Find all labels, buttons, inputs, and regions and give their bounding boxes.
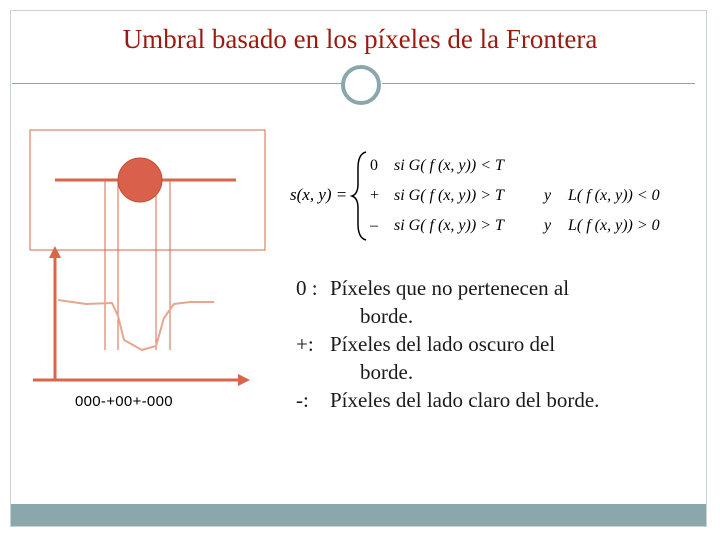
x-axis-arrow-icon xyxy=(238,374,250,386)
case-value: 0 xyxy=(370,157,378,174)
case-extra: L( f (x, y)) < 0 xyxy=(568,187,660,204)
legend-text xyxy=(328,274,706,330)
legend-item xyxy=(296,386,706,414)
case-condition: si G( f (x, y)) < T xyxy=(394,157,504,174)
formula-brace xyxy=(352,152,366,240)
legend-text-line: Píxeles del lado claro del borde. xyxy=(330,388,600,412)
ring-ornament-icon xyxy=(341,65,381,105)
legend-symbol: +: xyxy=(296,332,314,356)
case-value: + xyxy=(370,187,380,204)
slide-title: Umbral basado en los píxeles de la Frontera xyxy=(122,24,598,54)
case-value: – xyxy=(370,217,378,234)
legend-text-line: borde. xyxy=(360,304,414,328)
legend-item xyxy=(296,274,706,330)
legend-symbol: 0 : xyxy=(296,276,318,300)
case-connector: y xyxy=(544,217,552,234)
case-condition: si G( f (x, y)) > T xyxy=(394,217,504,234)
case-condition: si G( f (x, y)) > T xyxy=(394,187,504,204)
threshold-formula xyxy=(286,146,696,242)
pixel-label-sequence: 000-+00+-000 xyxy=(75,393,173,410)
legend-list xyxy=(296,274,706,414)
legend-item xyxy=(296,330,706,386)
edge-profile-figure xyxy=(28,128,268,418)
legend-text xyxy=(328,330,706,386)
case-connector: y xyxy=(544,187,552,204)
object-circle xyxy=(118,158,162,202)
divider-left xyxy=(12,83,342,84)
intensity-profile xyxy=(58,300,214,350)
formula-lhs: s(x, y) = xyxy=(290,185,348,204)
legend-text-line: borde. xyxy=(360,360,414,384)
footer-bar xyxy=(11,504,706,526)
legend-symbol: -: xyxy=(296,388,309,412)
case-extra: L( f (x, y)) > 0 xyxy=(568,217,660,234)
divider-right xyxy=(382,83,695,84)
y-axis-arrow-icon xyxy=(49,246,61,258)
legend-text-line: Píxeles del lado oscuro del xyxy=(330,332,556,356)
legend-text xyxy=(328,386,706,414)
legend-text-line: Píxeles que no pertenecen al xyxy=(330,276,570,300)
